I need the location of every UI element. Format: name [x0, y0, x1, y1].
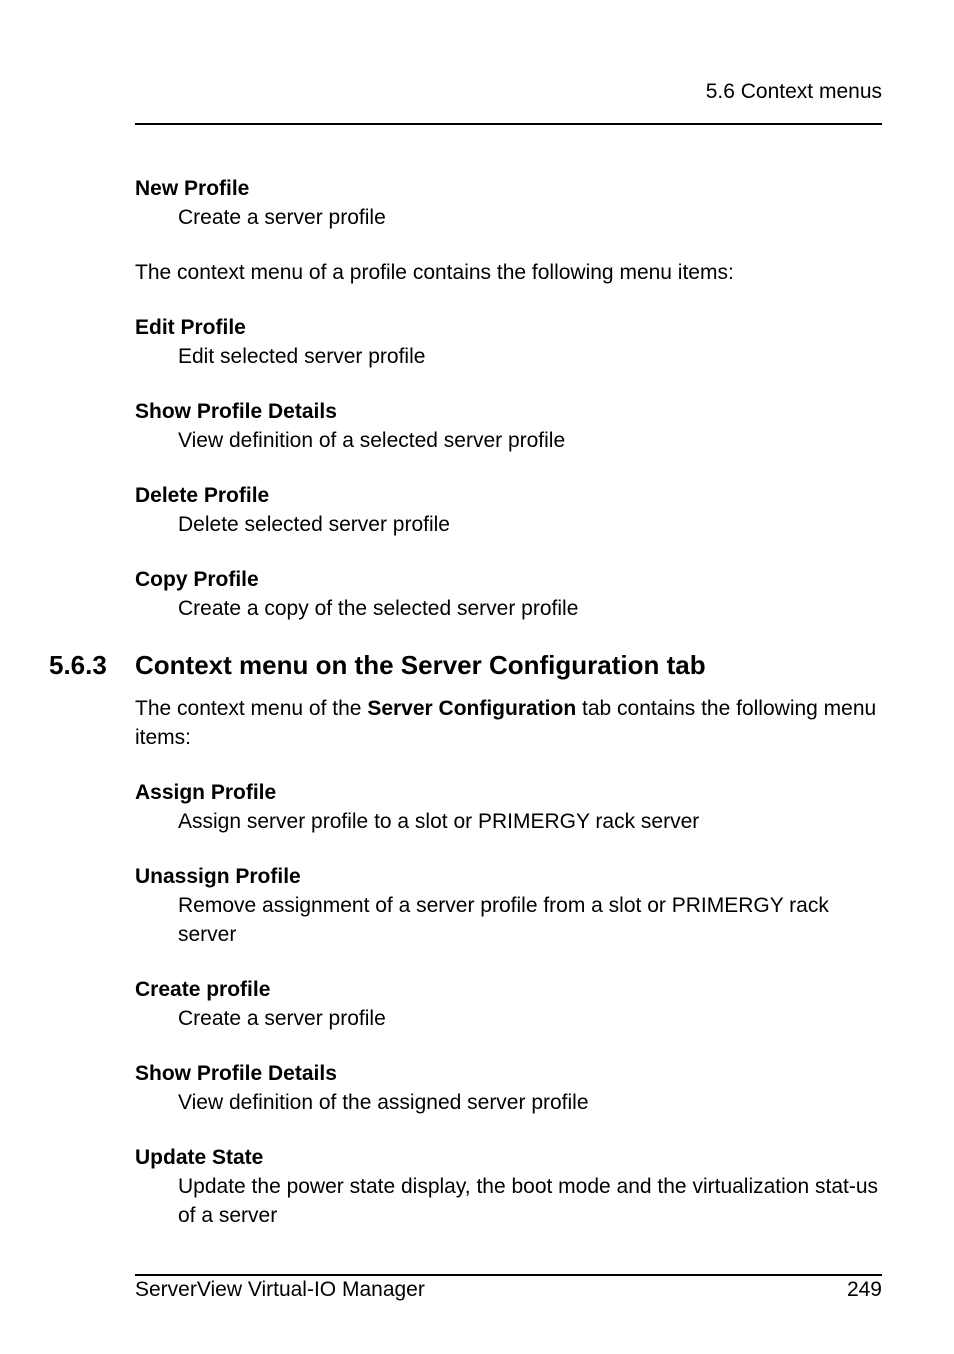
section-title: Context menu on the Server Configuration tab [135, 650, 706, 680]
menu-item-description: Create a server profile [178, 206, 386, 229]
section-heading [49, 649, 887, 681]
page-number: 249 [846, 1278, 882, 1301]
menu-item-description: Assign server profile to a slot or PRIMERGY rack server [178, 810, 700, 833]
menu-item-term: Update State [135, 1146, 264, 1169]
menu-item-term: Copy Profile [135, 568, 259, 591]
menu-item-term: Show Profile Details [135, 400, 337, 423]
intro-text-before: The context menu of the [135, 697, 368, 720]
section-number: 5.6.3 [49, 650, 107, 680]
section-intro-paragraph [135, 694, 887, 752]
running-header: 5.6 Context menus [705, 80, 882, 103]
menu-item-description: Create a copy of the selected server profile [178, 597, 579, 620]
profile-intro-paragraph: The context menu of a profile contains the following menu items: [135, 261, 734, 284]
header-rule [135, 123, 882, 125]
menu-item-description: Create a server profile [178, 1007, 386, 1030]
menu-item-entry [135, 397, 887, 455]
menu-item-term: New Profile [135, 177, 250, 200]
menu-item-term: Show Profile Details [135, 1062, 337, 1085]
menu-item-description: View definition of a selected server profile [178, 429, 566, 452]
menu-item-entry [135, 778, 887, 836]
menu-item-term: Create profile [135, 978, 271, 1001]
menu-item-entry [135, 1059, 887, 1117]
menu-item-description: Remove assignment of a server profile from a slot or PRIMERGY rack server [178, 894, 829, 946]
menu-item-entry [135, 1143, 887, 1230]
menu-item-term: Delete Profile [135, 484, 270, 507]
menu-item-description: View definition of the assigned server profile [178, 1091, 589, 1114]
menu-item-entry [135, 174, 887, 232]
menu-item-description: Edit selected server profile [178, 345, 426, 368]
footer-rule [135, 1274, 882, 1276]
intro-text-after: tab contains the following menu items: [135, 697, 877, 749]
menu-item-description: Delete selected server profile [178, 513, 450, 536]
page-content [49, 174, 887, 1256]
menu-item-entry [135, 313, 887, 371]
menu-item-entry [135, 481, 887, 539]
footer-product-name: ServerView Virtual-IO Manager [135, 1278, 425, 1301]
intro-text-bold: Server Configuration [367, 697, 577, 720]
menu-item-entry [135, 565, 887, 623]
menu-item-term: Unassign Profile [135, 865, 301, 888]
menu-item-entry [135, 975, 887, 1033]
menu-item-term: Edit Profile [135, 316, 246, 339]
menu-item-term: Assign Profile [135, 781, 277, 804]
menu-item-description: Update the power state display, the boot mode and the virtualization stat-us of a server [178, 1175, 879, 1227]
menu-item-entry [135, 862, 887, 949]
